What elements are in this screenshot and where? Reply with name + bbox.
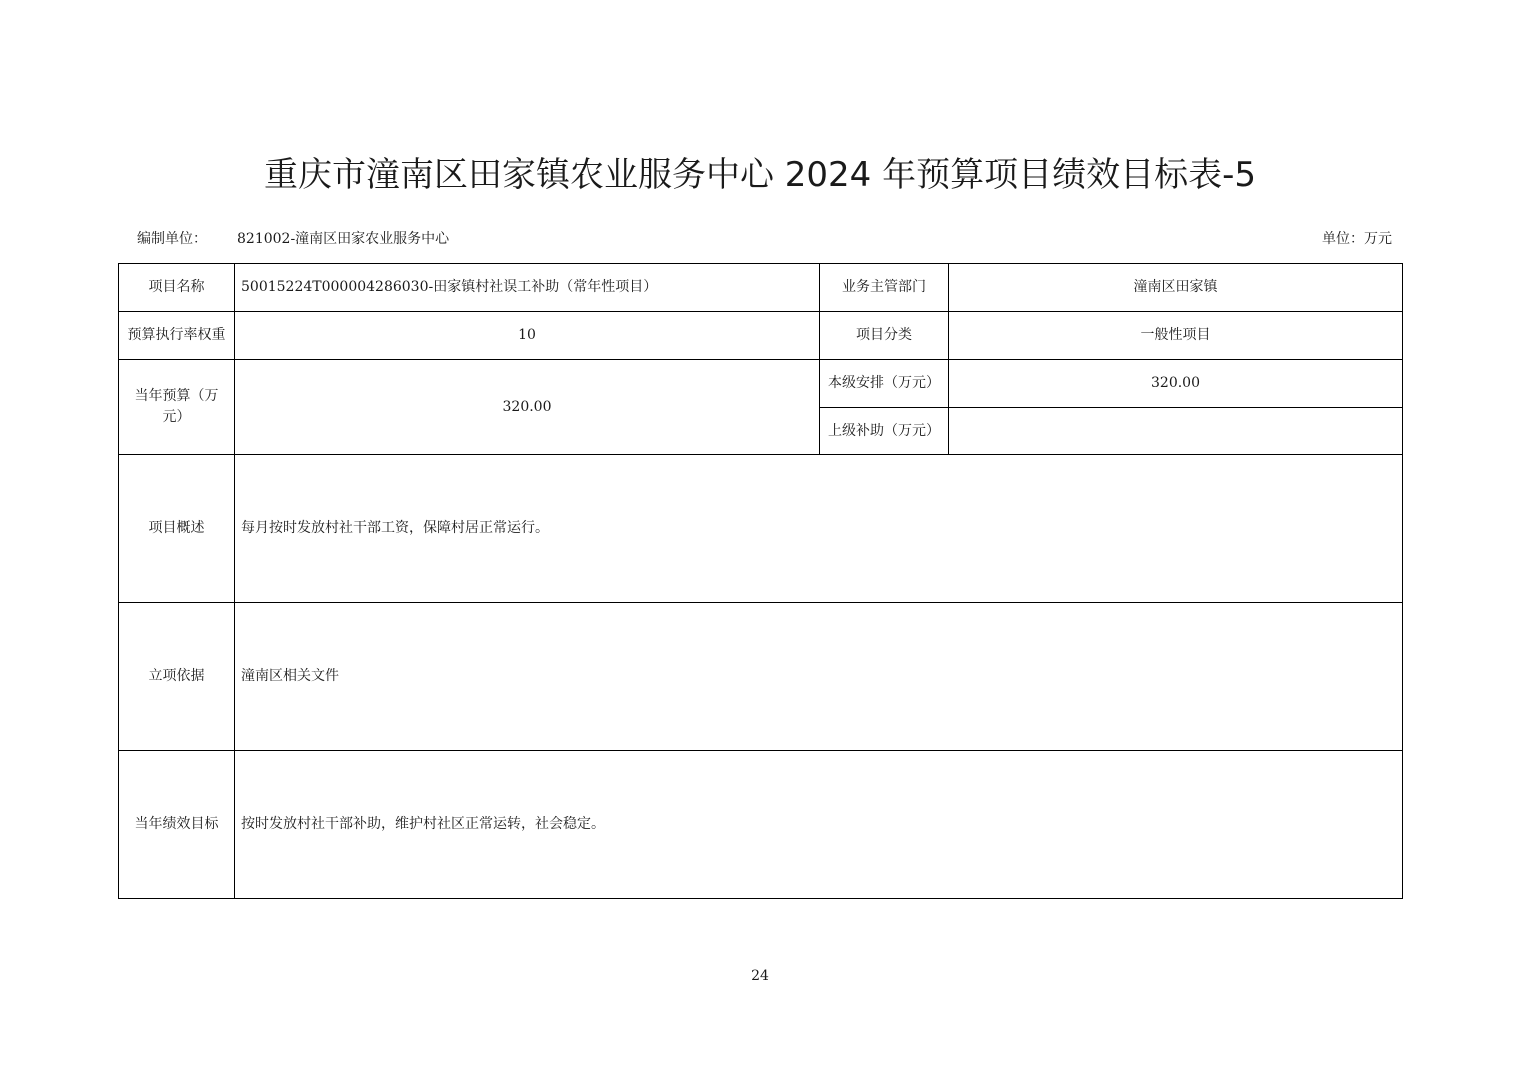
basis-value: 潼南区相关文件 (235, 603, 1403, 751)
table-row (119, 603, 1403, 751)
local-value: 320.00 (949, 360, 1403, 408)
budget-value: 320.00 (235, 360, 820, 455)
performance-table (118, 263, 1403, 899)
overview-value: 每月按时发放村社干部工资，保障村居正常运行。 (235, 455, 1403, 603)
category-value: 一般性项目 (949, 312, 1403, 360)
exec-weight-label: 预算执行率权重 (119, 312, 235, 360)
local-label: 本级安排（万元） (820, 360, 949, 408)
project-name-value: 50015224T000004286030-田家镇村社误工补助（常年性项目） (235, 264, 820, 312)
dept-label: 业务主管部门 (820, 264, 949, 312)
compiling-unit-value: 821002-潼南区田家农业服务中心 (237, 231, 450, 247)
table-row (119, 455, 1403, 603)
table-row (119, 312, 1403, 360)
project-name-label: 项目名称 (119, 264, 235, 312)
upper-label: 上级补助（万元） (820, 408, 949, 455)
budget-label: 当年预算（万元） (119, 360, 235, 455)
goal-value: 按时发放村社干部补助，维护村社区正常运转，社会稳定。 (235, 751, 1403, 899)
basis-label: 立项依据 (119, 603, 235, 751)
upper-value (949, 408, 1403, 455)
table-row (119, 264, 1403, 312)
page-number: 24 (751, 968, 769, 984)
category-label: 项目分类 (820, 312, 949, 360)
dept-value: 潼南区田家镇 (949, 264, 1403, 312)
page-title: 重庆市潼南区田家镇农业服务中心 2024 年预算项目绩效目标表-5 (263, 155, 1257, 195)
compiling-unit (137, 229, 449, 249)
table-row (119, 360, 1403, 408)
overview-label: 项目概述 (119, 455, 235, 603)
exec-weight-value: 10 (235, 312, 820, 360)
compiling-unit-label: 编制单位： (137, 231, 207, 247)
goal-label: 当年绩效目标 (119, 751, 235, 899)
currency-unit: 单位：万元 (1322, 231, 1392, 247)
table-row (119, 751, 1403, 899)
